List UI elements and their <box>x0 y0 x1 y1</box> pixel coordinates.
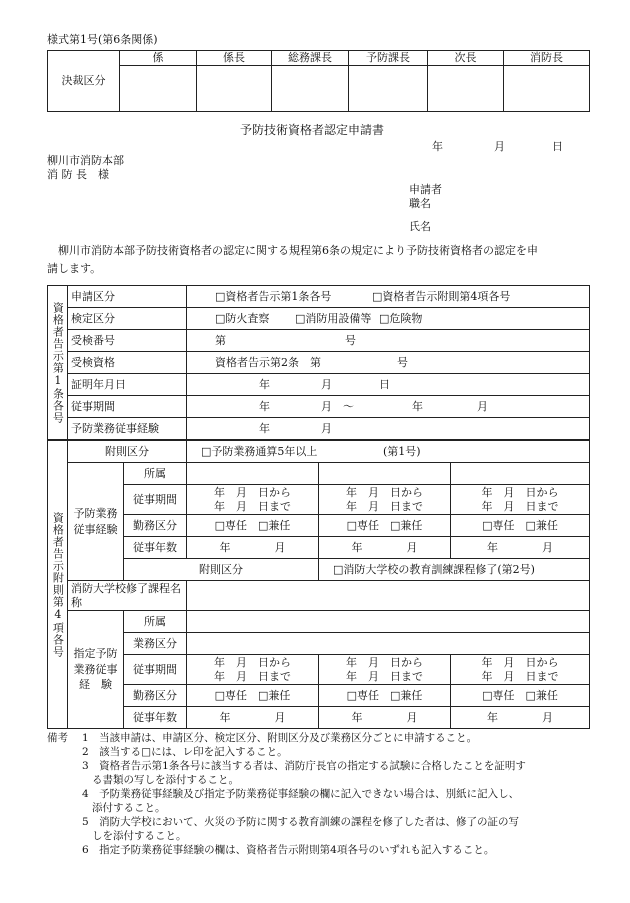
duty-cell <box>451 515 590 537</box>
approval-stamp-cell[interactable] <box>272 65 349 111</box>
note-item: 4 予防業務従事経験及び指定予防業務従事経験の欄に記入できない場合は、別紙に記入し、 <box>82 788 520 800</box>
text: 月 <box>274 710 286 724</box>
field-label: 所属 <box>124 463 187 485</box>
years-cell[interactable] <box>187 707 319 729</box>
supplement1-cell <box>187 441 590 463</box>
duty-cell <box>451 685 590 707</box>
checkbox-parttime[interactable]: □兼任 <box>525 688 558 702</box>
field-label: 附則区分 <box>124 559 319 581</box>
checkbox-notice1[interactable]: □資格者告示第1条各号 <box>215 290 332 303</box>
text: 日 <box>379 378 390 391</box>
text: 年 月 日まで <box>481 499 559 513</box>
applicant-job: 職名 <box>409 197 431 210</box>
field-label: 予防業務従事経験 <box>68 418 187 440</box>
checkbox-5years[interactable]: □予防業務通算5年以上 <box>201 445 318 458</box>
text: 年 月 日まで <box>214 499 291 513</box>
exam-number-cell[interactable] <box>187 330 590 352</box>
checkbox-fulltime[interactable]: □専任 <box>482 518 515 532</box>
text: 月 ～ <box>321 400 354 413</box>
note-item: 1 当該申請は、申請区分、検定区分、附則区分及び業務区分ごとに申請すること。 <box>82 732 478 744</box>
service-period-cell[interactable] <box>187 396 590 418</box>
period-cell[interactable] <box>451 655 590 685</box>
section2-table <box>47 440 590 729</box>
college-course-input[interactable] <box>187 581 590 611</box>
checkbox-parttime[interactable]: □兼任 <box>390 518 423 532</box>
checkbox-supplement4[interactable]: □資格者告示附則第4項各号 <box>372 290 511 303</box>
approval-stamp-cell[interactable] <box>504 65 590 111</box>
checkbox-fulltime[interactable]: □専任 <box>346 688 379 702</box>
applicant-name: 氏名 <box>409 220 431 233</box>
text: 年 月 日から <box>346 655 423 669</box>
text: 年 <box>259 378 270 391</box>
date-day: 日 <box>552 140 563 153</box>
field-label: 業務区分 <box>124 633 187 655</box>
text: 年 <box>219 540 231 554</box>
applicant-label: 申請者 <box>409 183 442 196</box>
note-item: る書類の写しを添付すること。 <box>92 774 239 786</box>
note-item: 2 該当する□には、レ印を記入すること。 <box>82 746 288 758</box>
text: (第1号) <box>383 445 421 458</box>
text: 年 <box>351 710 363 724</box>
approval-header: 予防課長 <box>349 51 428 66</box>
field-label: 従事年数 <box>124 537 187 559</box>
text: 年 月 日まで <box>346 499 423 513</box>
period-cell[interactable] <box>187 655 319 685</box>
text: 年 <box>259 422 270 435</box>
approval-table <box>47 50 590 112</box>
application-type-cell <box>187 286 590 308</box>
body-text: 請します。 <box>47 262 102 275</box>
text: 年 <box>487 710 498 724</box>
approval-header: 総務課長 <box>272 51 349 66</box>
input-cell[interactable] <box>451 463 590 485</box>
text: 年 月 日から <box>481 655 559 669</box>
approval-header: 係長 <box>197 51 272 66</box>
text: 年 <box>351 540 363 554</box>
approval-stamp-cell[interactable] <box>349 65 428 111</box>
note-item: 3 資格者告示第1条各号に該当する者は、消防庁長官の指定する試験に合格したことを証明す <box>82 760 526 772</box>
certification-date-cell[interactable] <box>187 374 590 396</box>
note-item: 6 指定予防業務従事経験の欄は、資格者告示附則第4項各号のいずれも記入すること。 <box>82 844 495 856</box>
prevention-experience-cell[interactable] <box>187 418 590 440</box>
text: 月 <box>542 710 553 724</box>
form-label: 様式第1号(第6条関係) <box>47 33 158 46</box>
text: 号 <box>345 334 356 347</box>
field-label: 申請区分 <box>68 286 187 308</box>
period-cell[interactable] <box>187 485 319 515</box>
supplement2-cell <box>319 559 590 581</box>
field-label: 証明年月日 <box>68 374 187 396</box>
checkbox-fulltime[interactable]: □専任 <box>214 518 247 532</box>
approval-header: 係 <box>120 51 197 66</box>
text: 月 <box>321 422 332 435</box>
text: 第 <box>215 334 226 347</box>
period-cell[interactable] <box>319 485 451 515</box>
years-cell[interactable] <box>187 537 319 559</box>
text: 月 <box>274 540 286 554</box>
text: 年 月 日まで <box>481 669 559 683</box>
text: 年 月 日から <box>214 485 291 499</box>
approval-header: 消防長 <box>504 51 590 66</box>
field-label: 従事期間 <box>68 396 187 418</box>
approval-stamp-cell[interactable] <box>428 65 504 111</box>
field-label: 従事期間 <box>124 655 187 685</box>
field-label: 従事年数 <box>124 707 187 729</box>
duty-cell <box>187 685 319 707</box>
group-label: 指定予防業務従事経 験 <box>68 611 124 729</box>
text: 月 <box>406 710 418 724</box>
addressee-org: 柳川市消防本部 <box>47 154 124 167</box>
years-cell[interactable] <box>451 537 590 559</box>
duty-cell <box>319 515 451 537</box>
approval-row-label: 決裁区分 <box>48 51 120 112</box>
text: 月 <box>542 540 553 554</box>
input-cell[interactable] <box>187 611 590 633</box>
date-month: 月 <box>494 140 505 153</box>
checkbox-hazardous[interactable]: □危険物 <box>379 312 423 325</box>
checkbox-fire-equipment[interactable]: □消防用設備等 <box>295 312 372 325</box>
text: 月 <box>406 540 418 554</box>
duty-cell <box>319 685 451 707</box>
text: 月 <box>321 378 332 391</box>
checkbox-parttime[interactable]: □兼任 <box>525 518 558 532</box>
checkbox-parttime[interactable]: □兼任 <box>390 688 423 702</box>
checkbox-fire-college[interactable]: □消防大学校の教育訓練課程修了(第2号) <box>333 563 535 576</box>
field-label: 消防大学校修了課程名称 <box>68 581 187 611</box>
exam-type-cell <box>187 308 590 330</box>
checkbox-fire-inspection[interactable]: □防火査察 <box>215 312 270 325</box>
date-year: 年 <box>432 140 443 153</box>
notes-label: 備考 <box>47 732 68 744</box>
text: 年 月 日まで <box>346 669 423 683</box>
field-label: 勤務区分 <box>124 685 187 707</box>
exam-qualification-cell[interactable] <box>187 352 590 374</box>
field-label: 附則区分 <box>68 441 187 463</box>
text: 資格者告示第2条 第 <box>215 356 321 369</box>
section1-table <box>47 285 590 440</box>
field-label: 所属 <box>124 611 187 633</box>
page-title: 予防技術資格者認定申請書 <box>240 123 385 137</box>
checkbox-fulltime[interactable]: □専任 <box>214 688 247 702</box>
text: 年 月 日から <box>346 485 423 499</box>
field-label: 受検番号 <box>68 330 187 352</box>
input-cell[interactable] <box>319 463 451 485</box>
field-label: 勤務区分 <box>124 515 187 537</box>
input-cell[interactable] <box>187 463 319 485</box>
period-cell[interactable] <box>451 485 590 515</box>
checkbox-fulltime[interactable]: □専任 <box>346 518 379 532</box>
period-cell[interactable] <box>319 655 451 685</box>
text: 年 月 日から <box>481 485 559 499</box>
checkbox-fulltime[interactable]: □専任 <box>482 688 515 702</box>
checkbox-parttime[interactable]: □兼任 <box>258 518 291 532</box>
text: 年 <box>487 540 498 554</box>
years-cell[interactable] <box>451 707 590 729</box>
field-label: 従事期間 <box>124 485 187 515</box>
section1-side-label: 資格者告示第1条各号 <box>48 286 68 440</box>
group-label: 予防業務従事経験 <box>68 463 124 581</box>
years-cell[interactable] <box>319 537 451 559</box>
duty-cell <box>187 515 319 537</box>
section2-side-label: 資格者告示附則第4項各号 <box>48 441 68 729</box>
checkbox-parttime[interactable]: □兼任 <box>258 688 291 702</box>
approval-stamp-cell[interactable] <box>120 65 197 111</box>
text: 年 <box>412 400 423 413</box>
text: 年 <box>219 710 231 724</box>
approval-header: 次長 <box>428 51 504 66</box>
field-label: 検定区分 <box>68 308 187 330</box>
field-label: 受検資格 <box>68 352 187 374</box>
note-item: しを添付すること。 <box>92 830 187 842</box>
text: 月 <box>477 400 488 413</box>
text: 年 月 日まで <box>214 669 291 683</box>
text: 号 <box>397 356 408 369</box>
body-text: 柳川市消防本部予防技術資格者の認定に関する規程第6条の規定により予防技術資格者の認定を申 <box>58 244 538 257</box>
note-item: 添付すること。 <box>92 802 166 814</box>
note-item: 5 消防大学校において、火災の予防に関する教育訓練の課程を修了した者は、修了の証の写 <box>82 816 519 828</box>
text: 年 <box>259 400 270 413</box>
input-cell[interactable] <box>187 633 590 655</box>
approval-stamp-cell[interactable] <box>197 65 272 111</box>
addressee-title: 消 防 長 様 <box>47 168 109 181</box>
years-cell[interactable] <box>319 707 451 729</box>
text: 年 月 日から <box>214 655 291 669</box>
